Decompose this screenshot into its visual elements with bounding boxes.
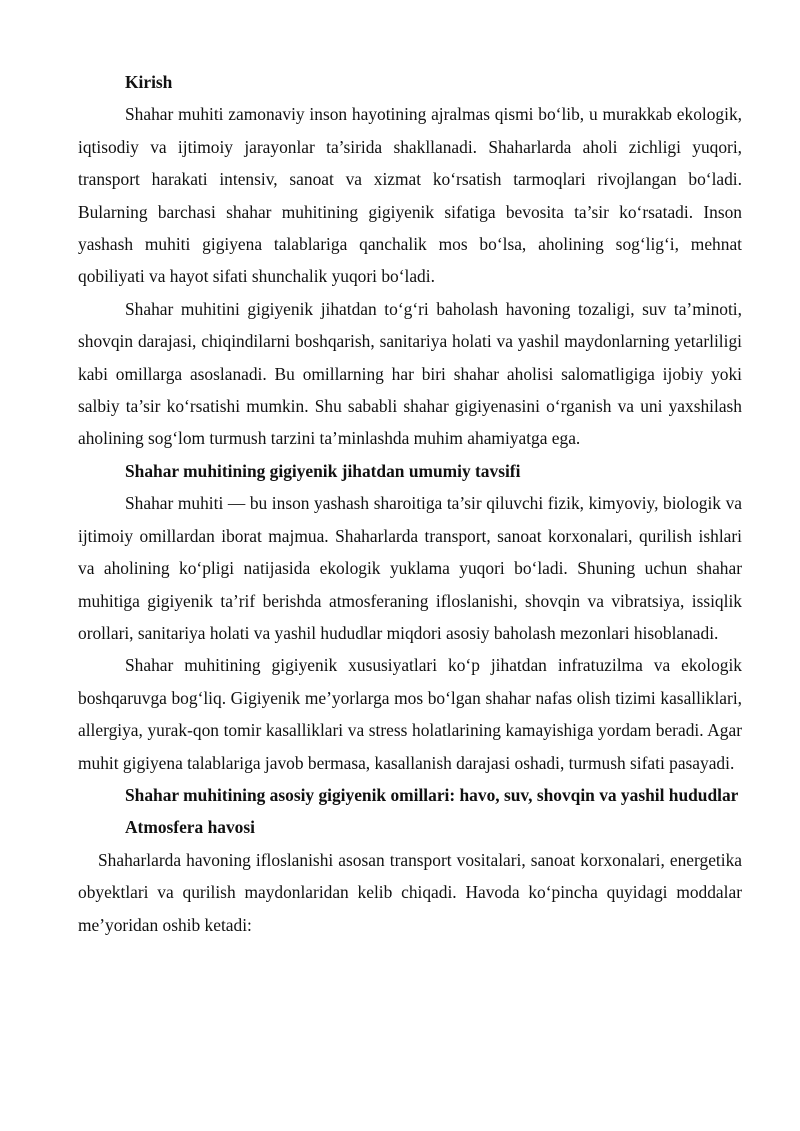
- paragraph: Shahar muhitining gigiyenik xususiyatlari ko‘p jihatdan infratuzilma va ekologik boshqaruvga bog‘liq. Gigiyenik me’yorlarga mos bo‘lgan shahar nafas olish tizimi kasalliklari, allergiya, yurak-qon tomir kasalliklari va stress holatlarining kamayishiga yordam beradi. Agar muhit gigiyena talablariga javob bermasa, kasallanish darajasi oshadi, turmush sifati pasayadi.: [78, 655, 742, 773]
- paragraph: Shaharlarda havoning ifloslanishi asosan transport vositalari, sanoat korxonalari, energetika obyektlari va qurilish maydonlaridan kelib chiqadi. Havoda ko‘pincha quyidagi moddalar me’yoridan oshib ketadi:: [78, 849, 742, 935]
- section-heading-kirish: Kirish: [125, 72, 173, 92]
- document-page: [78, 66, 742, 941]
- section-heading-atmosphere: Atmosfera havosi: [125, 817, 255, 838]
- paragraph: Shahar muhiti zamonaviy inson hayotining ajralmas qismi bo‘lib, u murakkab ekologik, iqtisodiy va ijtimoiy jarayonlar ta’sirida shakllanadi. Shaharlarda aholi zichligi yuqori, transport harakati intensiv, sanoat va xizmat ko‘rsatish tarmoqlari rivojlangan bo‘ladi. Bularning barchasi shahar muhitining gigiyenik sifatiga bevosita ta’sir ko‘rsatadi. Inson yashash muhiti gigiyena talablariga qanchalik mos bo‘lsa, aholining sog‘lig‘i, mehnat qobiliyati va hayot sifati shunchalik yuqori bo‘ladi.: [78, 104, 742, 287]
- paragraph: Shahar muhitini gigiyenik jihatdan to‘g‘ri baholash havoning tozaligi, suv ta’minoti, shovqin darajasi, chiqindilarni boshqarish, sanitariya holati va yashil maydonlarning yetarliligi kabi omillarga asoslanadi. Bu omillarning har biri shahar aholisi salomatligiga ijobiy yoki salbiy ta’sir ko‘rsatishi mumkin. Shu sababli shahar gigiyenasini o‘rganish va uni yaxshilash aholining sog‘lom turmush tarzini ta’minlashda muhim ahamiyatga ega.: [78, 298, 742, 449]
- paragraph: Shahar muhiti — bu inson yashash sharoitiga ta’sir qiluvchi fizik, kimyoviy, biologik va ijtimoiy omillardan iborat majmua. Shaharlarda transport, sanoat korxonalari, qurilish ishlari va aholining ko‘pligi natijasida ekologik yuklama yuqori bo‘ladi. Shuning uchun shahar muhitiga gigiyenik ta’rif berishda atmosferaning ifloslanishi, shovqin va vibratsiya, issiqlik orollari, sanitariya holati va yashil hududlar miqdori asosiy baholash mezonlari hisoblanadi.: [78, 493, 742, 643]
- section-heading-main-factors: Shahar muhitining asosiy gigiyenik omillari: havo, suv, shovqin va yashil hududlar: [125, 784, 739, 805]
- section-heading-general-description: Shahar muhitining gigiyenik jihatdan umumiy tavsifi: [125, 460, 521, 481]
